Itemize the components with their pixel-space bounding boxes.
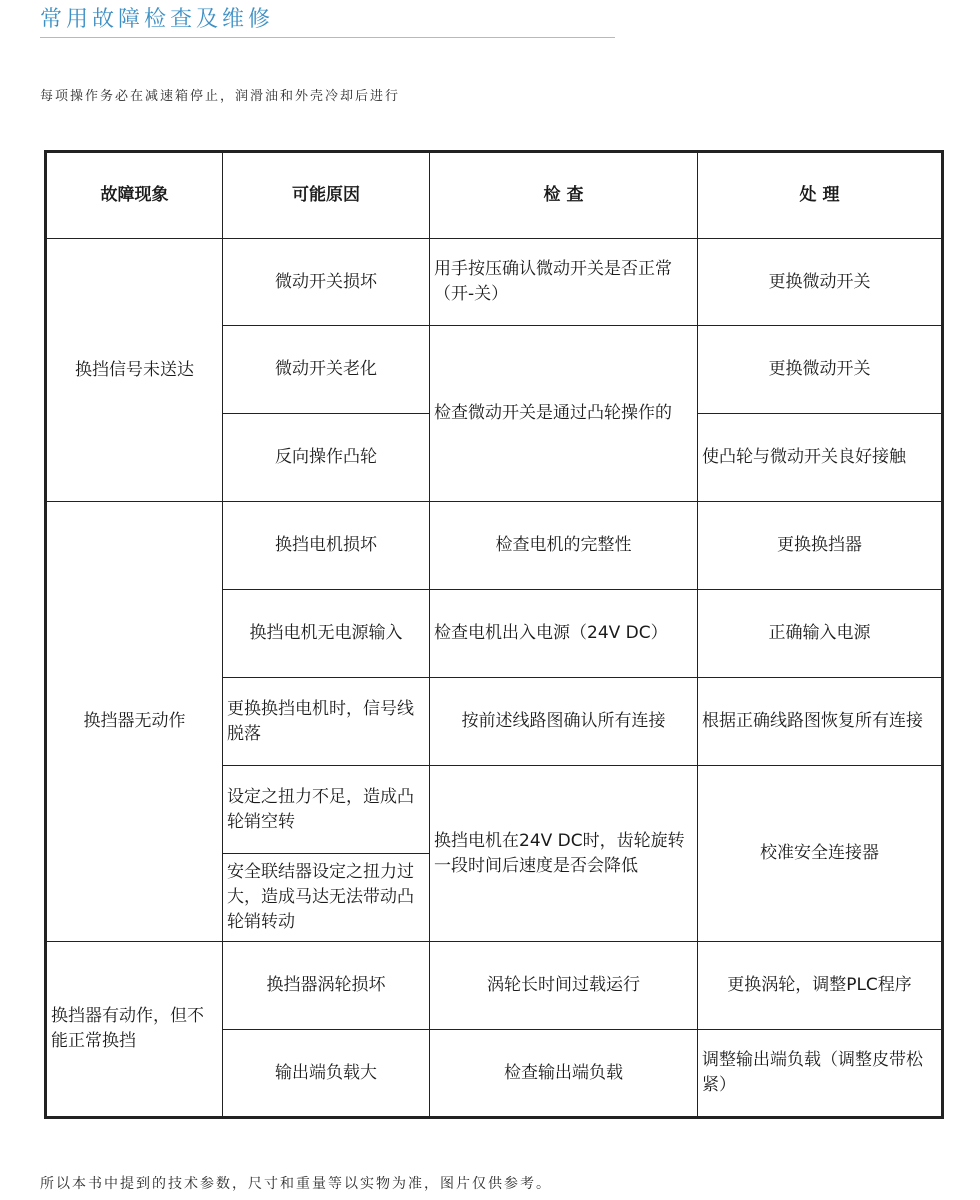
cause-cell: 输出端负载大 (223, 1030, 430, 1118)
footnote: 所以本书中提到的技术参数，尺寸和重量等以实物为准，图片仅供参考。 (40, 1176, 552, 1192)
action-cell: 根据正确线路图恢复所有连接 (698, 678, 943, 766)
action-cell: 使凸轮与微动开关良好接触 (698, 414, 943, 502)
header-cause: 可能原因 (223, 152, 430, 239)
fault-table (44, 150, 944, 1119)
check-cell: 换挡电机在24V DC时，齿轮旋转一段时间后速度是否会降低 (430, 766, 698, 942)
check-cell: 涡轮长时间过载运行 (430, 942, 698, 1030)
table-row (46, 502, 943, 590)
page-title: 常用故障检查及维修 (40, 7, 275, 32)
symptom-cell: 换挡器有动作，但不能正常换挡 (46, 942, 223, 1118)
cause-cell: 换挡电机无电源输入 (223, 590, 430, 678)
cause-cell: 反向操作凸轮 (223, 414, 430, 502)
check-cell: 用手按压确认微动开关是否正常（开-关） (430, 239, 698, 326)
cause-cell: 换挡电机损坏 (223, 502, 430, 590)
check-cell: 检查电机的完整性 (430, 502, 698, 590)
action-cell: 更换微动开关 (698, 239, 943, 326)
action-cell: 校准安全连接器 (698, 766, 943, 942)
symptom-cell: 换挡器无动作 (46, 502, 223, 942)
table-row (46, 942, 943, 1030)
table-header-row (46, 152, 943, 239)
cause-cell: 更换换挡电机时，信号线脱落 (223, 678, 430, 766)
cause-cell: 安全联结器设定之扭力过大，造成马达无法带动凸轮销转动 (223, 854, 430, 942)
check-cell: 检查微动开关是通过凸轮操作的 (430, 326, 698, 502)
header-check: 检 查 (430, 152, 698, 239)
action-cell: 更换涡轮，调整PLC程序 (698, 942, 943, 1030)
title-divider (40, 37, 615, 38)
cause-cell: 换挡器涡轮损坏 (223, 942, 430, 1030)
intro-note: 每项操作务必在减速箱停止，润滑油和外壳冷却后进行 (40, 89, 401, 104)
table-row (46, 239, 943, 326)
cause-cell: 设定之扭力不足，造成凸轮销空转 (223, 766, 430, 854)
action-cell: 正确输入电源 (698, 590, 943, 678)
symptom-cell: 换挡信号未送达 (46, 239, 223, 502)
action-cell: 调整输出端负载（调整皮带松紧） (698, 1030, 943, 1118)
cause-cell: 微动开关老化 (223, 326, 430, 414)
header-action: 处 理 (698, 152, 943, 239)
cause-cell: 微动开关损坏 (223, 239, 430, 326)
action-cell: 更换微动开关 (698, 326, 943, 414)
action-cell: 更换换挡器 (698, 502, 943, 590)
check-cell: 检查输出端负载 (430, 1030, 698, 1118)
check-cell: 检查电机出入电源（24V DC） (430, 590, 698, 678)
header-symptom: 故障现象 (46, 152, 223, 239)
check-cell: 按前述线路图确认所有连接 (430, 678, 698, 766)
